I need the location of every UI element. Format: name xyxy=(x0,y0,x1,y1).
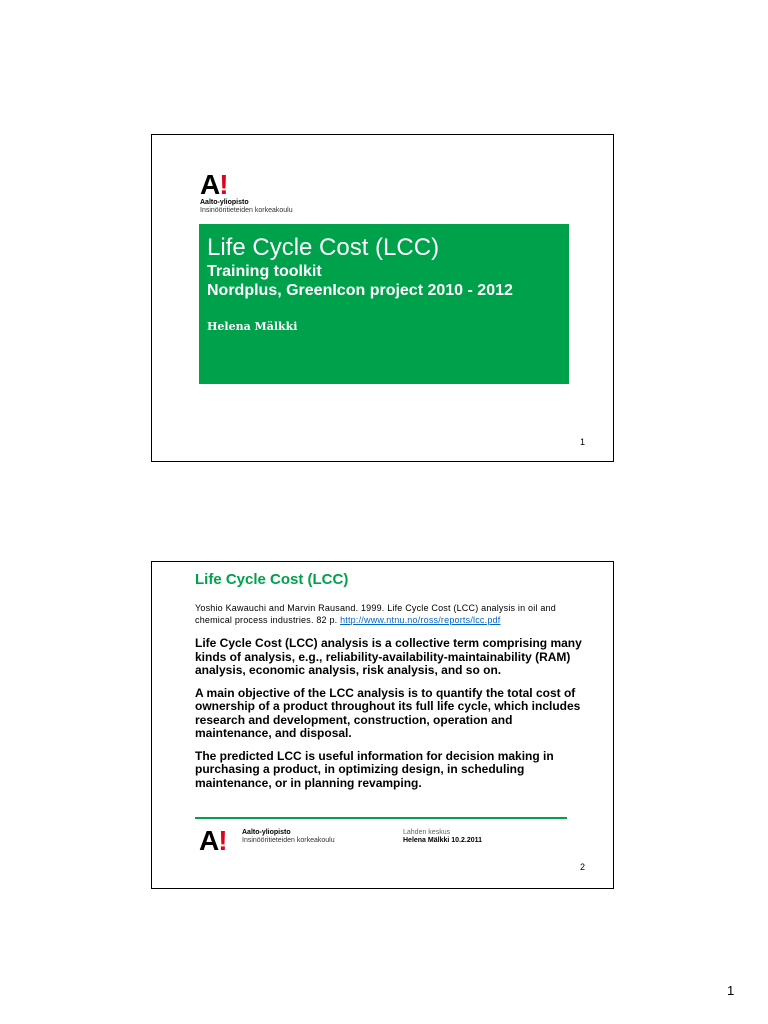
footer-author-date: Helena Mälkki 10.2.2011 xyxy=(403,837,482,845)
slide-subtitle-1: Training toolkit xyxy=(207,262,322,280)
aalto-logo-mark: A! xyxy=(200,169,228,200)
aalto-logo xyxy=(200,171,293,214)
slide-2 xyxy=(151,561,614,889)
reference-link[interactable]: http://www.ntnu.no/ross/reports/lcc.pdf xyxy=(340,615,501,625)
logo-school-name: Insinööritieteiden korkeakoulu xyxy=(200,206,293,214)
document-page-number: 1 xyxy=(727,983,735,998)
slide-page-number: 1 xyxy=(579,437,585,447)
author-name: Helena Mälkki xyxy=(207,319,298,333)
logo-school-name: Insinööritieteiden korkeakoulu xyxy=(242,836,335,844)
slide-page-number: 2 xyxy=(579,862,585,872)
slide-subtitle-2: Nordplus, GreenIcon project 2010 - 2012 xyxy=(207,281,513,299)
footer-divider xyxy=(195,817,567,819)
slide-title: Life Cycle Cost (LCC) xyxy=(207,234,440,261)
slide-title: Life Cycle Cost (LCC) xyxy=(195,571,349,588)
logo-text xyxy=(242,829,402,844)
body-paragraph: Life Cycle Cost (LCC) analysis is a collective term comprising many kinds of analysis, e.g., reliability-availability-maintainability (RAM) analysis, economic analysis, risk analysis, and so on. xyxy=(195,636,582,677)
slide-body xyxy=(195,637,585,799)
aalto-logo xyxy=(199,825,335,856)
body-paragraph: A main objective of the LCC analysis is to quantify the total cost of ownership of a product throughout its full life cycle, which includes research and development, construction, operation and maintenance, and disposal. xyxy=(195,685,581,740)
reference xyxy=(195,602,577,626)
reference-text: Yoshio Kawauchi and Marvin Rausand. 1999. Life Cycle Cost (LCC) analysis in oil and chemical process industries. 82 p. xyxy=(195,603,556,625)
body-paragraph: The predicted LCC is useful information for decision making in purchasing a product, in optimizing design, in scheduling maintenance, or in planning revamping. xyxy=(195,748,554,790)
footer-organization: Lahden keskus xyxy=(403,829,451,836)
footer-info xyxy=(403,829,482,846)
logo-university-name: Aalto-yliopisto xyxy=(242,829,291,836)
aalto-logo-mark: A! xyxy=(199,825,227,856)
logo-university-name: Aalto-yliopisto xyxy=(200,199,249,206)
slide-1 xyxy=(151,134,614,462)
title-box xyxy=(199,224,569,384)
